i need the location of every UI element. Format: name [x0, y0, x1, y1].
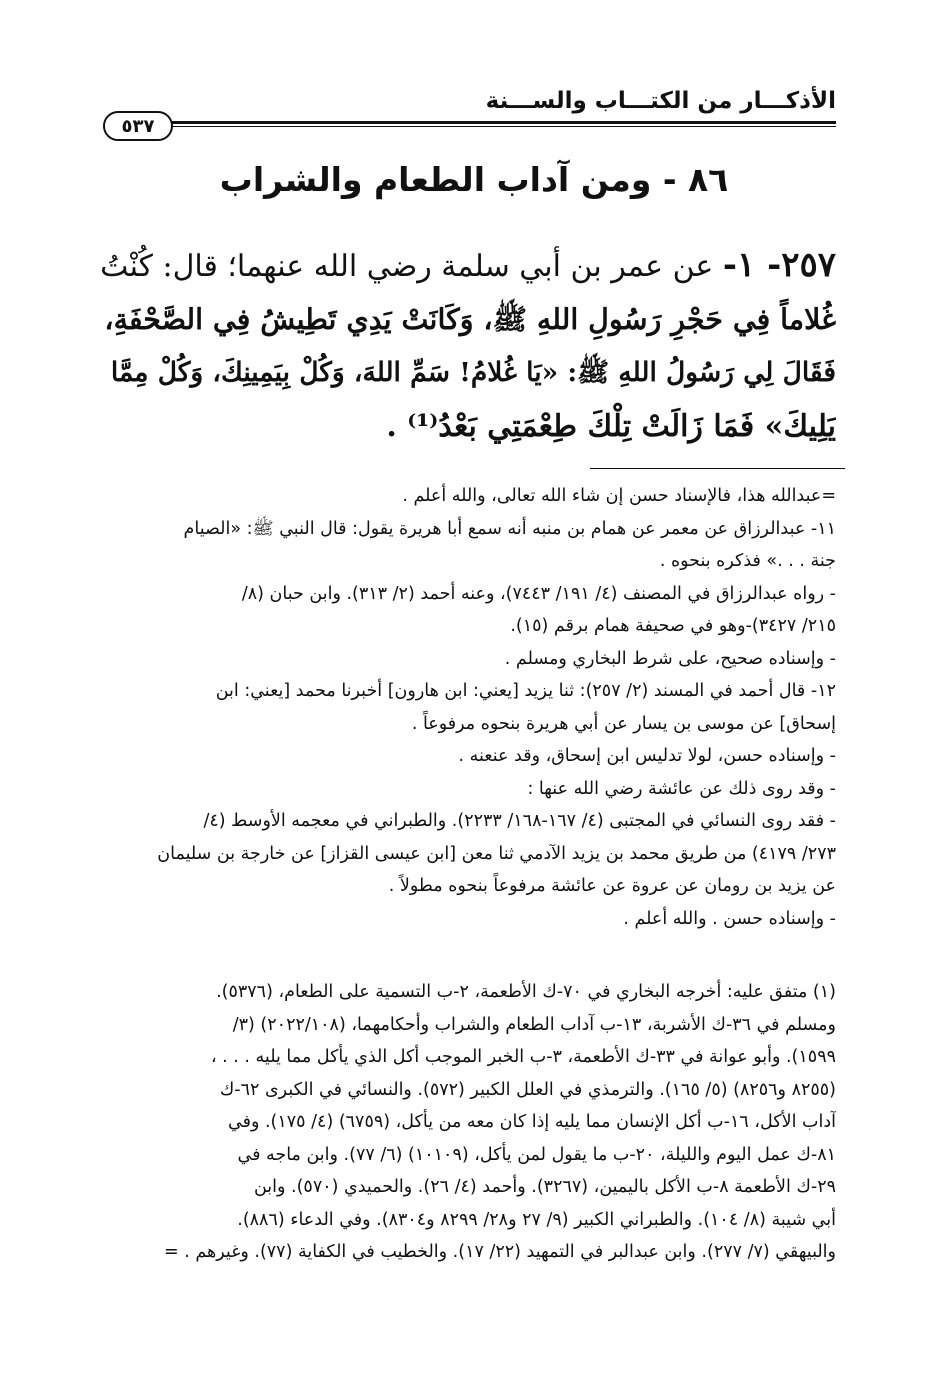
hadith-number: ٢٥٧- ١- — [722, 245, 836, 285]
note-line: ٢٧٣/ ٤١٧٩) من طريق محمد بن يزيد الآدمي ثنا معن [ابن عيسى القزاز] عن خارجة بن سليمان — [157, 843, 836, 864]
footnote-block — [100, 976, 836, 1269]
note-line: جنة . . .» فذكره بنحوه . — [659, 551, 836, 571]
running-title: الأذكـــار من الكتـــاب والســـنة — [485, 88, 836, 114]
header-rule-thin — [170, 126, 836, 127]
footnote-line: والبيهقي (٧/ ٢٧٧). وابن عبدالبر في التمهيد (٢٢/ ١٧). والخطيب في الكفاية (٧٧). وغيرهم . = — [164, 1242, 836, 1262]
footnote-line: ٢٩-ك الأطعمة ٨-ب الأكل باليمين، (٣٢٦٧). وأحمد (٤/ ٢٦). والحميدي (٥٧٠). وابن — [253, 1177, 836, 1197]
note-line: - وإسناده حسن، لولا تدليس ابن إسحاق، وقد عنعنه . — [458, 746, 836, 766]
footnote-line: ١٥٩٩). وأبو عوانة في ٣٣-ك الأطعمة، ٣-ب الخبر الموجب أكل الذي يأكل مما يليه . . . ، — [210, 1047, 836, 1067]
note-line: إسحاق] عن موسى بن يسار عن أبي هريرة بنحوه مرفوعاً . — [411, 713, 836, 734]
note-line: - وإسناده حسن . والله أعلم . — [623, 908, 836, 929]
notes-block — [100, 480, 836, 935]
hadith-line: فَقَالَ لِي رَسُولُ اللهِ ﷺ: «يَا غُلامُ! سَمِّ اللهَ، وَكُلْ بِيَمِينِكَ، وَكُلْ مِمَّا — [110, 357, 836, 388]
footnote-line: ٨١-ك عمل اليوم والليلة، ٢٠-ب ما يقول لمن يأكل، (١٠١٠٩) (٦/ ٧٧). وابن ماجه في — [237, 1144, 836, 1165]
hadith-text — [100, 238, 836, 454]
footnote-line: (٨٢٥٥ و٨٢٥٦) (٥/ ١٦٥). والترمذي في العلل الكبير (٥٧٢). والنسائي في الكبرى ٦٢-ك — [219, 1079, 836, 1100]
note-line: عن يزيد بن رومان عن عروة عن عائشة مرفوعاً بنحوه مطولاً . — [388, 876, 836, 896]
hadith-line-text: عن عمر بن أبي سلمة رضي الله عنهما؛ قال: كُنْتُ — [100, 249, 714, 284]
hadith-line: غُلاماً فِي حَجْرِ رَسُولِ اللهِ ﷺ، وَكَانَتْ يَدِي تَطِيشُ فِي الصَّحْفَةِ، — [104, 302, 836, 336]
note-line: - فقد روى النسائي في المجتبى (٤/ ١٦٧-١٦٨/ ٢٢٣٣). والطبراني في معجمه الأوسط (٤/ — [203, 811, 836, 831]
note-line: =عبدالله هذا، فالإسناد حسن إن شاء الله تعالى، والله أعلم . — [402, 486, 836, 506]
note-line: - وإسناده صحيح، على شرط البخاري ومسلم . — [504, 648, 836, 669]
footnote-line: أبي شيبة (٨/ ١٠٤). والطبراني الكبير (٩/ ٢٧ و٢٨/ ٨٢٩٩ و٨٣٠٤). وفي الدعاء (٨٨٦). — [237, 1209, 836, 1230]
footnote-line: ومسلم في ٣٦-ك الأشربة، ١٣-ب آداب الطعام والشراب وأحكامهما، (٢٠٢٢/١٠٨) (٣/ — [232, 1014, 836, 1035]
page-number: ٥٣٧ — [103, 111, 173, 141]
note-line: - وقد روى ذلك عن عائشة رضي الله عنها : — [527, 778, 836, 799]
note-line: - رواه عبدالرزاق في المصنف (٤/ ١٩١/ ٧٤٤٣)، وعنه أحمد (٢/ ٣١٣). وابن حبان (٨/ — [241, 583, 836, 604]
note-line: ٢١٥/ ٣٤٢٧)-وهو في صحيفة همام برقم (١٥). — [510, 616, 836, 636]
chapter-title: ٨٦ - ومن آداب الطعام والشراب — [219, 160, 729, 199]
footnote-line: آداب الأكل، ١٦-ب أكل الإنسان مما يليه إذا كان معه من يأكل، (٦٧٥٩) (٤/ ١٧٥). وفي — [228, 1112, 836, 1132]
hadith-line: يَلِيكَ» فَمَا زَالَتْ تِلْكَ طِعْمَتِي بَعْدُ⁽¹⁾ . — [386, 409, 836, 444]
note-line: ١١- عبدالرزاق عن معمر عن همام بن منبه أنه سمع أبا هريرة يقول: قال النبي ﷺ: «الصيام — [183, 518, 836, 539]
footnote-line: (١) متفق عليه: أخرجه البخاري في ٧٠-ك الأطعمة، ٢-ب التسمية على الطعام، (٥٣٧٦). — [216, 982, 836, 1002]
hadith-line — [100, 238, 836, 292]
note-line: ١٢- قال أحمد في المسند (٢/ ٢٥٧): ثنا يزيد [يعني: ابن هارون] أخبرنا محمد [يعني: ابن — [215, 681, 836, 701]
footnote-separator — [590, 468, 845, 469]
header-rule — [170, 121, 836, 124]
